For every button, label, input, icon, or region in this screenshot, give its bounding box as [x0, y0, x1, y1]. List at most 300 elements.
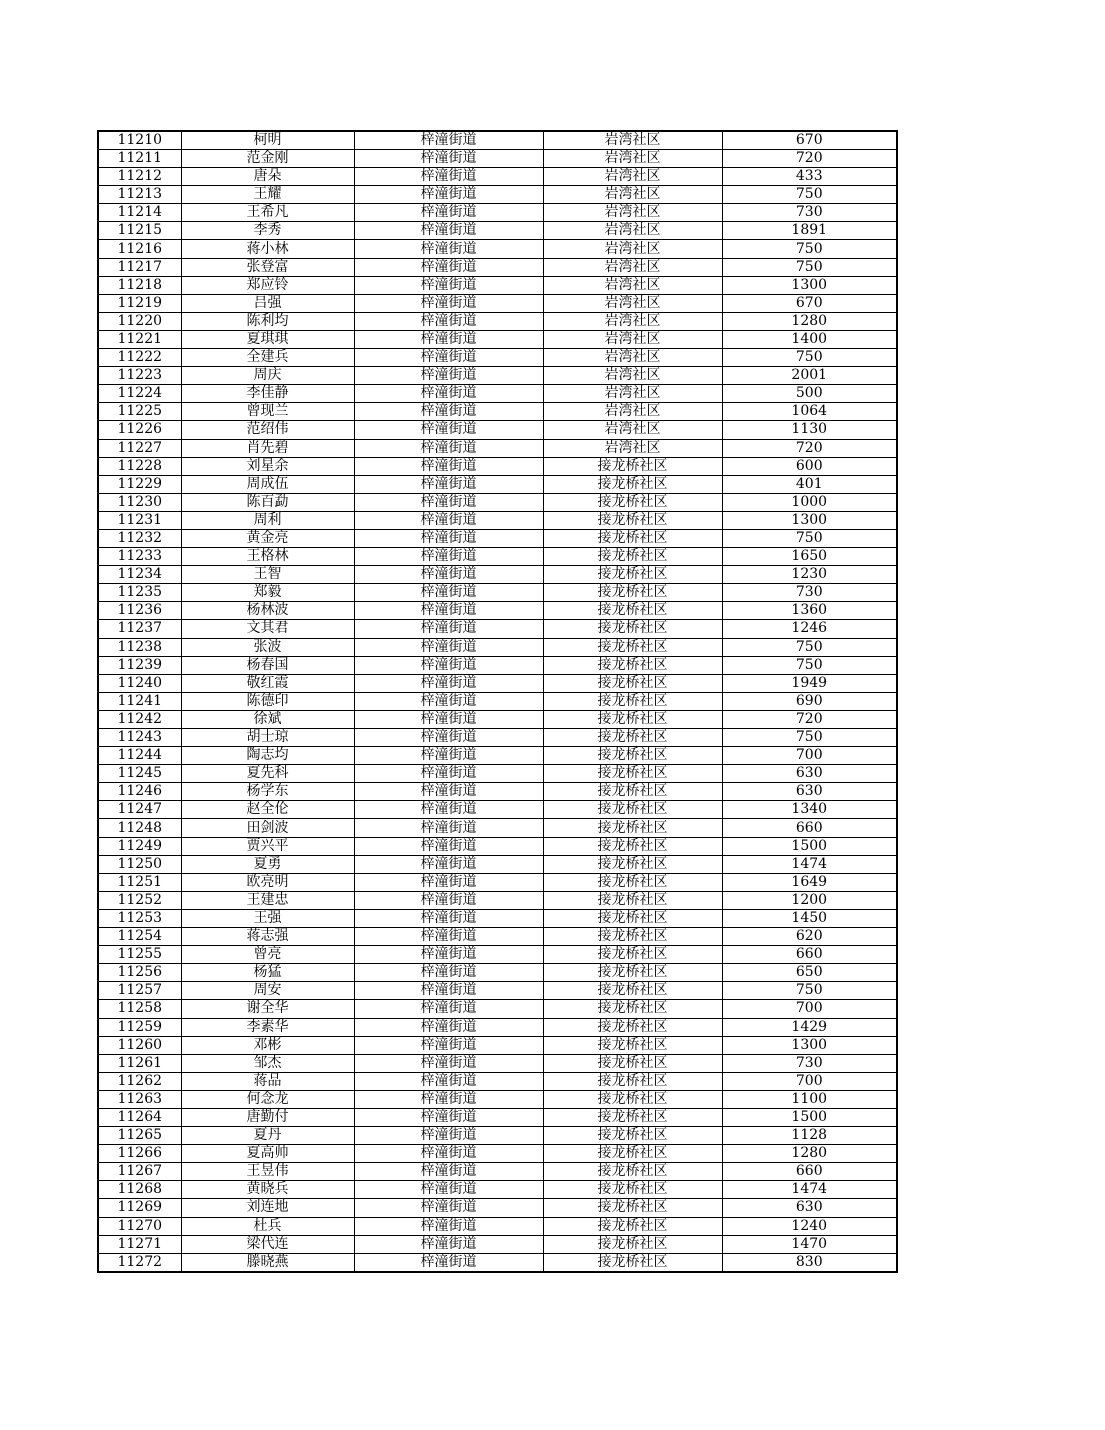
community-cell: 岩湾社区: [543, 150, 722, 168]
id-cell: 11263: [98, 1090, 181, 1108]
street-cell: 梓潼街道: [354, 928, 543, 946]
amount-cell: 1500: [722, 1108, 897, 1126]
amount-cell: 1200: [722, 891, 897, 909]
table-row: [98, 946, 897, 964]
street-cell: 梓潼街道: [354, 946, 543, 964]
table-row: [98, 1199, 897, 1217]
name-cell: 范金刚: [181, 150, 354, 168]
id-cell: 11243: [98, 729, 181, 747]
amount-cell: 660: [722, 946, 897, 964]
community-cell: 岩湾社区: [543, 204, 722, 222]
community-cell: 接龙桥社区: [543, 1054, 722, 1072]
name-cell: 徐斌: [181, 710, 354, 728]
amount-cell: 730: [722, 1054, 897, 1072]
id-cell: 11262: [98, 1072, 181, 1090]
amount-cell: 600: [722, 457, 897, 475]
id-cell: 11216: [98, 240, 181, 258]
community-cell: 接龙桥社区: [543, 1199, 722, 1217]
name-cell: 王智: [181, 566, 354, 584]
table-row: [98, 1036, 897, 1054]
name-cell: 陈德印: [181, 692, 354, 710]
amount-cell: 1500: [722, 837, 897, 855]
table-row: [98, 873, 897, 891]
id-cell: 11210: [98, 131, 181, 150]
street-cell: 梓潼街道: [354, 349, 543, 367]
id-cell: 11245: [98, 765, 181, 783]
table-row: [98, 692, 897, 710]
id-cell: 11254: [98, 928, 181, 946]
street-cell: 梓潼街道: [354, 891, 543, 909]
amount-cell: 1470: [722, 1235, 897, 1253]
street-cell: 梓潼街道: [354, 1000, 543, 1018]
amount-cell: 433: [722, 168, 897, 186]
street-cell: 梓潼街道: [354, 710, 543, 728]
name-cell: 柯明: [181, 131, 354, 150]
amount-cell: 750: [722, 656, 897, 674]
id-cell: 11242: [98, 710, 181, 728]
street-cell: 梓潼街道: [354, 1018, 543, 1036]
id-cell: 11272: [98, 1253, 181, 1272]
table-row: [98, 602, 897, 620]
table-row: [98, 1018, 897, 1036]
table-row: [98, 1145, 897, 1163]
id-cell: 11229: [98, 475, 181, 493]
name-cell: 周庆: [181, 367, 354, 385]
name-cell: 王强: [181, 909, 354, 927]
table-row: [98, 801, 897, 819]
id-cell: 11256: [98, 964, 181, 982]
street-cell: 梓潼街道: [354, 1090, 543, 1108]
amount-cell: 1280: [722, 1145, 897, 1163]
amount-cell: 700: [722, 747, 897, 765]
street-cell: 梓潼街道: [354, 620, 543, 638]
amount-cell: 1474: [722, 855, 897, 873]
name-cell: 欧亮明: [181, 873, 354, 891]
id-cell: 11259: [98, 1018, 181, 1036]
id-cell: 11212: [98, 168, 181, 186]
amount-cell: 1429: [722, 1018, 897, 1036]
table-row: [98, 258, 897, 276]
id-cell: 11265: [98, 1127, 181, 1145]
street-cell: 梓潼街道: [354, 258, 543, 276]
id-cell: 11237: [98, 620, 181, 638]
street-cell: 梓潼街道: [354, 855, 543, 873]
table-row: [98, 638, 897, 656]
community-cell: 接龙桥社区: [543, 475, 722, 493]
street-cell: 梓潼街道: [354, 330, 543, 348]
street-cell: 梓潼街道: [354, 511, 543, 529]
amount-cell: 700: [722, 1000, 897, 1018]
data-table: [97, 130, 898, 1273]
name-cell: 杨林波: [181, 602, 354, 620]
street-cell: 梓潼街道: [354, 1145, 543, 1163]
table-row: [98, 1000, 897, 1018]
id-cell: 11264: [98, 1108, 181, 1126]
community-cell: 接龙桥社区: [543, 946, 722, 964]
community-cell: 岩湾社区: [543, 131, 722, 150]
id-cell: 11235: [98, 584, 181, 602]
id-cell: 11238: [98, 638, 181, 656]
name-cell: 陈百勐: [181, 493, 354, 511]
amount-cell: 690: [722, 692, 897, 710]
id-cell: 11234: [98, 566, 181, 584]
street-cell: 梓潼街道: [354, 1163, 543, 1181]
amount-cell: 1300: [722, 511, 897, 529]
id-cell: 11225: [98, 403, 181, 421]
street-cell: 梓潼街道: [354, 674, 543, 692]
table-row: [98, 909, 897, 927]
community-cell: 接龙桥社区: [543, 566, 722, 584]
amount-cell: 1246: [722, 620, 897, 638]
amount-cell: 1300: [722, 276, 897, 294]
name-cell: 唐勤付: [181, 1108, 354, 1126]
name-cell: 周安: [181, 982, 354, 1000]
street-cell: 梓潼街道: [354, 240, 543, 258]
id-cell: 11257: [98, 982, 181, 1000]
table-row: [98, 349, 897, 367]
name-cell: 吕强: [181, 294, 354, 312]
table-row: [98, 964, 897, 982]
name-cell: 夏先科: [181, 765, 354, 783]
street-cell: 梓潼街道: [354, 909, 543, 927]
amount-cell: 1474: [722, 1181, 897, 1199]
community-cell: 岩湾社区: [543, 403, 722, 421]
street-cell: 梓潼街道: [354, 131, 543, 150]
community-cell: 接龙桥社区: [543, 529, 722, 547]
community-cell: 接龙桥社区: [543, 873, 722, 891]
id-cell: 11236: [98, 602, 181, 620]
street-cell: 梓潼街道: [354, 783, 543, 801]
id-cell: 11252: [98, 891, 181, 909]
street-cell: 梓潼街道: [354, 493, 543, 511]
table-row: [98, 783, 897, 801]
amount-cell: 1100: [722, 1090, 897, 1108]
id-cell: 11227: [98, 439, 181, 457]
name-cell: 黄晓兵: [181, 1181, 354, 1199]
id-cell: 11215: [98, 222, 181, 240]
street-cell: 梓潼街道: [354, 548, 543, 566]
amount-cell: 1340: [722, 801, 897, 819]
table-row: [98, 1253, 897, 1272]
id-cell: 11247: [98, 801, 181, 819]
table-row: [98, 421, 897, 439]
table-row: [98, 656, 897, 674]
amount-cell: 401: [722, 475, 897, 493]
community-cell: 接龙桥社区: [543, 674, 722, 692]
name-cell: 田剑波: [181, 819, 354, 837]
community-cell: 接龙桥社区: [543, 1253, 722, 1272]
name-cell: 周利: [181, 511, 354, 529]
id-cell: 11228: [98, 457, 181, 475]
id-cell: 11250: [98, 855, 181, 873]
amount-cell: 1064: [722, 403, 897, 421]
table-row: [98, 493, 897, 511]
name-cell: 李秀: [181, 222, 354, 240]
street-cell: 梓潼街道: [354, 602, 543, 620]
name-cell: 梁代连: [181, 1235, 354, 1253]
amount-cell: 630: [722, 783, 897, 801]
street-cell: 梓潼街道: [354, 276, 543, 294]
community-cell: 接龙桥社区: [543, 710, 722, 728]
name-cell: 李佳静: [181, 385, 354, 403]
amount-cell: 750: [722, 982, 897, 1000]
id-cell: 11261: [98, 1054, 181, 1072]
table-row: [98, 294, 897, 312]
table-row: [98, 168, 897, 186]
amount-cell: 830: [722, 1253, 897, 1272]
community-cell: 接龙桥社区: [543, 511, 722, 529]
name-cell: 杨春国: [181, 656, 354, 674]
name-cell: 敬红霞: [181, 674, 354, 692]
name-cell: 刘连地: [181, 1199, 354, 1217]
name-cell: 文其君: [181, 620, 354, 638]
table-row: [98, 891, 897, 909]
street-cell: 梓潼街道: [354, 765, 543, 783]
table-row: [98, 222, 897, 240]
street-cell: 梓潼街道: [354, 186, 543, 204]
street-cell: 梓潼街道: [354, 819, 543, 837]
table-row: [98, 1054, 897, 1072]
table-row: [98, 475, 897, 493]
amount-cell: 1400: [722, 330, 897, 348]
community-cell: 接龙桥社区: [543, 855, 722, 873]
id-cell: 11211: [98, 150, 181, 168]
community-cell: 接龙桥社区: [543, 1163, 722, 1181]
name-cell: 曾现兰: [181, 403, 354, 421]
community-cell: 接龙桥社区: [543, 493, 722, 511]
community-cell: 接龙桥社区: [543, 1127, 722, 1145]
id-cell: 11219: [98, 294, 181, 312]
table-body: [98, 131, 897, 1272]
table-row: [98, 765, 897, 783]
id-cell: 11222: [98, 349, 181, 367]
community-cell: 接龙桥社区: [543, 638, 722, 656]
id-cell: 11258: [98, 1000, 181, 1018]
community-cell: 接龙桥社区: [543, 1217, 722, 1235]
table-row: [98, 1090, 897, 1108]
id-cell: 11241: [98, 692, 181, 710]
community-cell: 接龙桥社区: [543, 909, 722, 927]
table-row: [98, 620, 897, 638]
id-cell: 11260: [98, 1036, 181, 1054]
table-row: [98, 928, 897, 946]
table-row: [98, 1217, 897, 1235]
name-cell: 刘星余: [181, 457, 354, 475]
name-cell: 杨学东: [181, 783, 354, 801]
table-row: [98, 529, 897, 547]
community-cell: 接龙桥社区: [543, 729, 722, 747]
community-cell: 接龙桥社区: [543, 1036, 722, 1054]
table-row: [98, 1108, 897, 1126]
community-cell: 接龙桥社区: [543, 1181, 722, 1199]
name-cell: 唐朵: [181, 168, 354, 186]
community-cell: 接龙桥社区: [543, 783, 722, 801]
id-cell: 11233: [98, 548, 181, 566]
amount-cell: 1649: [722, 873, 897, 891]
amount-cell: 1450: [722, 909, 897, 927]
amount-cell: 750: [722, 349, 897, 367]
id-cell: 11251: [98, 873, 181, 891]
table-row: [98, 855, 897, 873]
community-cell: 岩湾社区: [543, 439, 722, 457]
name-cell: 王格林: [181, 548, 354, 566]
amount-cell: 1891: [722, 222, 897, 240]
table-row: [98, 1235, 897, 1253]
community-cell: 岩湾社区: [543, 312, 722, 330]
name-cell: 蒋小林: [181, 240, 354, 258]
street-cell: 梓潼街道: [354, 1217, 543, 1235]
id-cell: 11267: [98, 1163, 181, 1181]
amount-cell: 1240: [722, 1217, 897, 1235]
amount-cell: 2001: [722, 367, 897, 385]
community-cell: 接龙桥社区: [543, 964, 722, 982]
amount-cell: 670: [722, 294, 897, 312]
community-cell: 接龙桥社区: [543, 620, 722, 638]
table-row: [98, 819, 897, 837]
amount-cell: 750: [722, 186, 897, 204]
id-cell: 11226: [98, 421, 181, 439]
amount-cell: 1130: [722, 421, 897, 439]
amount-cell: 1230: [722, 566, 897, 584]
street-cell: 梓潼街道: [354, 150, 543, 168]
community-cell: 接龙桥社区: [543, 1018, 722, 1036]
table-row: [98, 240, 897, 258]
street-cell: 梓潼街道: [354, 529, 543, 547]
name-cell: 贾兴平: [181, 837, 354, 855]
community-cell: 接龙桥社区: [543, 584, 722, 602]
amount-cell: 730: [722, 584, 897, 602]
amount-cell: 750: [722, 638, 897, 656]
community-cell: 接龙桥社区: [543, 982, 722, 1000]
table-row: [98, 837, 897, 855]
table-row: [98, 548, 897, 566]
amount-cell: 720: [722, 150, 897, 168]
community-cell: 岩湾社区: [543, 222, 722, 240]
community-cell: 岩湾社区: [543, 294, 722, 312]
table-row: [98, 1163, 897, 1181]
name-cell: 谢全华: [181, 1000, 354, 1018]
amount-cell: 700: [722, 1072, 897, 1090]
id-cell: 11220: [98, 312, 181, 330]
community-cell: 接龙桥社区: [543, 602, 722, 620]
id-cell: 11266: [98, 1145, 181, 1163]
community-cell: 接龙桥社区: [543, 819, 722, 837]
name-cell: 杜兵: [181, 1217, 354, 1235]
name-cell: 邓彬: [181, 1036, 354, 1054]
amount-cell: 750: [722, 258, 897, 276]
street-cell: 梓潼街道: [354, 403, 543, 421]
amount-cell: 1128: [722, 1127, 897, 1145]
table-row: [98, 403, 897, 421]
id-cell: 11249: [98, 837, 181, 855]
community-cell: 接龙桥社区: [543, 656, 722, 674]
street-cell: 梓潼街道: [354, 1108, 543, 1126]
amount-cell: 750: [722, 729, 897, 747]
community-cell: 岩湾社区: [543, 240, 722, 258]
amount-cell: 630: [722, 1199, 897, 1217]
name-cell: 陈利均: [181, 312, 354, 330]
community-cell: 接龙桥社区: [543, 747, 722, 765]
table-row: [98, 367, 897, 385]
street-cell: 梓潼街道: [354, 729, 543, 747]
name-cell: 郑毅: [181, 584, 354, 602]
table-row: [98, 1127, 897, 1145]
street-cell: 梓潼街道: [354, 475, 543, 493]
name-cell: 肖先碧: [181, 439, 354, 457]
amount-cell: 670: [722, 131, 897, 150]
community-cell: 接龙桥社区: [543, 837, 722, 855]
table-row: [98, 982, 897, 1000]
amount-cell: 630: [722, 765, 897, 783]
street-cell: 梓潼街道: [354, 837, 543, 855]
amount-cell: 750: [722, 240, 897, 258]
id-cell: 11271: [98, 1235, 181, 1253]
community-cell: 接龙桥社区: [543, 548, 722, 566]
street-cell: 梓潼街道: [354, 873, 543, 891]
id-cell: 11213: [98, 186, 181, 204]
street-cell: 梓潼街道: [354, 222, 543, 240]
community-cell: 接龙桥社区: [543, 1090, 722, 1108]
name-cell: 胡士琼: [181, 729, 354, 747]
amount-cell: 1650: [722, 548, 897, 566]
table-row: [98, 566, 897, 584]
street-cell: 梓潼街道: [354, 692, 543, 710]
name-cell: 何念龙: [181, 1090, 354, 1108]
name-cell: 周成伍: [181, 475, 354, 493]
amount-cell: 660: [722, 1163, 897, 1181]
id-cell: 11269: [98, 1199, 181, 1217]
amount-cell: 730: [722, 204, 897, 222]
community-cell: 接龙桥社区: [543, 1072, 722, 1090]
id-cell: 11214: [98, 204, 181, 222]
street-cell: 梓潼街道: [354, 294, 543, 312]
street-cell: 梓潼街道: [354, 1181, 543, 1199]
street-cell: 梓潼街道: [354, 1072, 543, 1090]
id-cell: 11223: [98, 367, 181, 385]
table-row: [98, 584, 897, 602]
table-row: [98, 457, 897, 475]
name-cell: 陶志均: [181, 747, 354, 765]
table-row: [98, 312, 897, 330]
name-cell: 范绍伟: [181, 421, 354, 439]
id-cell: 11217: [98, 258, 181, 276]
street-cell: 梓潼街道: [354, 204, 543, 222]
amount-cell: 1360: [722, 602, 897, 620]
community-cell: 岩湾社区: [543, 349, 722, 367]
community-cell: 岩湾社区: [543, 186, 722, 204]
name-cell: 赵全伦: [181, 801, 354, 819]
name-cell: 张登富: [181, 258, 354, 276]
street-cell: 梓潼街道: [354, 1054, 543, 1072]
name-cell: 曾亮: [181, 946, 354, 964]
community-cell: 接龙桥社区: [543, 765, 722, 783]
name-cell: 夏琪琪: [181, 330, 354, 348]
amount-cell: 720: [722, 710, 897, 728]
name-cell: 黄金亮: [181, 529, 354, 547]
amount-cell: 1280: [722, 312, 897, 330]
table-row: [98, 385, 897, 403]
community-cell: 接龙桥社区: [543, 1145, 722, 1163]
community-cell: 岩湾社区: [543, 276, 722, 294]
id-cell: 11224: [98, 385, 181, 403]
street-cell: 梓潼街道: [354, 566, 543, 584]
community-cell: 接龙桥社区: [543, 457, 722, 475]
community-cell: 岩湾社区: [543, 168, 722, 186]
id-cell: 11248: [98, 819, 181, 837]
street-cell: 梓潼街道: [354, 421, 543, 439]
amount-cell: 500: [722, 385, 897, 403]
id-cell: 11255: [98, 946, 181, 964]
